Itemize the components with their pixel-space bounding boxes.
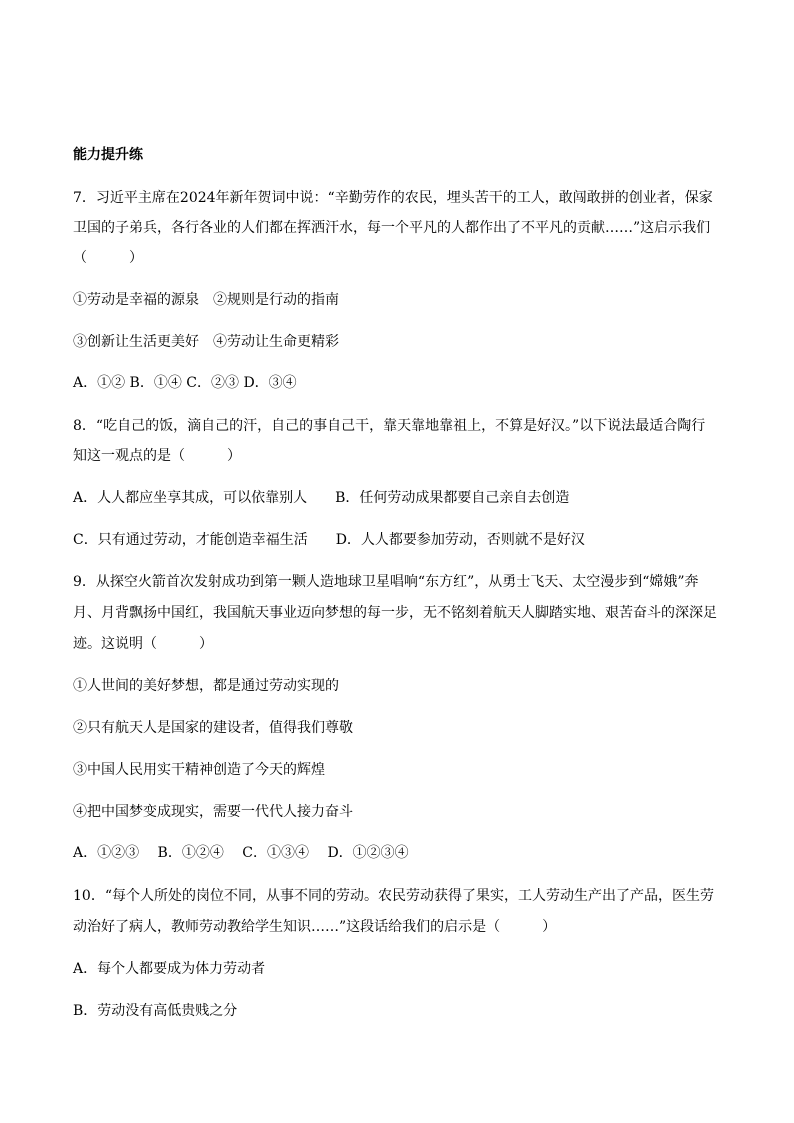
- q7-stem-line-1: 7．习近平主席在2024年新年贺词中说：“辛勤劳作的农民，埋头苦干的工人，敢闯敢拼的创业者，保家: [73, 190, 713, 206]
- q9-statement-2: ②只有航天人是国家的建设者，值得我们尊敬: [73, 720, 353, 736]
- q8-options-c-d: C．只有通过劳动，才能创造幸福生活 D．人人都要参加劳动，否则就不是好汉: [73, 532, 585, 548]
- section-title: 能力提升练: [73, 147, 143, 163]
- q9-stem-line-3: 迹。这说明（ ）: [73, 636, 213, 652]
- q9-statement-1: ①人世间的美好梦想，都是通过劳动实现的: [73, 678, 339, 694]
- q8-options-a-b: A．人人都应坐享其成，可以依靠别人 B．任何劳动成果都要自己亲自去创造: [73, 490, 570, 506]
- q9-statement-4: ④把中国梦变成现实，需要一代代人接力奋斗: [73, 804, 353, 820]
- q8-stem-line-2: 知这一观点的是（ ）: [73, 448, 241, 464]
- q7-stem-line-2: 卫国的子弟兵，各行各业的人们都在挥洒汗水，每一个平凡的人都作出了不平凡的贡献……”这启示我们: [73, 220, 711, 236]
- q7-statements-3-4: ③创新让生活更美好 ④劳动让生命更精彩: [73, 334, 339, 350]
- q7-options: A．①② B．①④ C．②③ D．③④: [73, 375, 297, 391]
- q7-statements-1-2: ①劳动是幸福的源泉 ②规则是行动的指南: [73, 292, 339, 308]
- q9-options: A．①②③ B．①②④ C．①③④ D．①②③④: [73, 845, 409, 861]
- q9-statement-3: ③中国人民用实干精神创造了今天的辉煌: [73, 762, 325, 778]
- q10-stem-line-1: 10．“每个人所处的岗位不同，从事不同的劳动。农民劳动获得了果实，工人劳动生产出了产品，医生劳: [73, 888, 714, 904]
- q10-option-a: A．每个人都要成为体力劳动者: [73, 961, 266, 977]
- q7-answer-blank: （ ）: [73, 250, 143, 266]
- q9-stem-line-1: 9．从探空火箭首次发射成功到第一颗人造地球卫星唱响“东方红”，从勇士飞天、太空漫步到“嫦娥”奔: [73, 574, 699, 590]
- q10-stem-line-2: 动治好了病人，教师劳动教给学生知识……”这段话给我们的启示是（ ）: [73, 919, 557, 935]
- q8-stem-line-1: 8．“吃自己的饭，滴自己的汗，自己的事自己干，靠天靠地靠祖上，不算是好汉。”以下说法最适合陶行: [73, 418, 706, 434]
- q9-stem-line-2: 月、月背飘扬中国红，我国航天事业迈向梦想的每一步，无不铭刻着航天人脚踏实地、艰苦奋斗的深深足: [73, 605, 717, 621]
- q10-option-b: B．劳动没有高低贵贱之分: [73, 1003, 238, 1019]
